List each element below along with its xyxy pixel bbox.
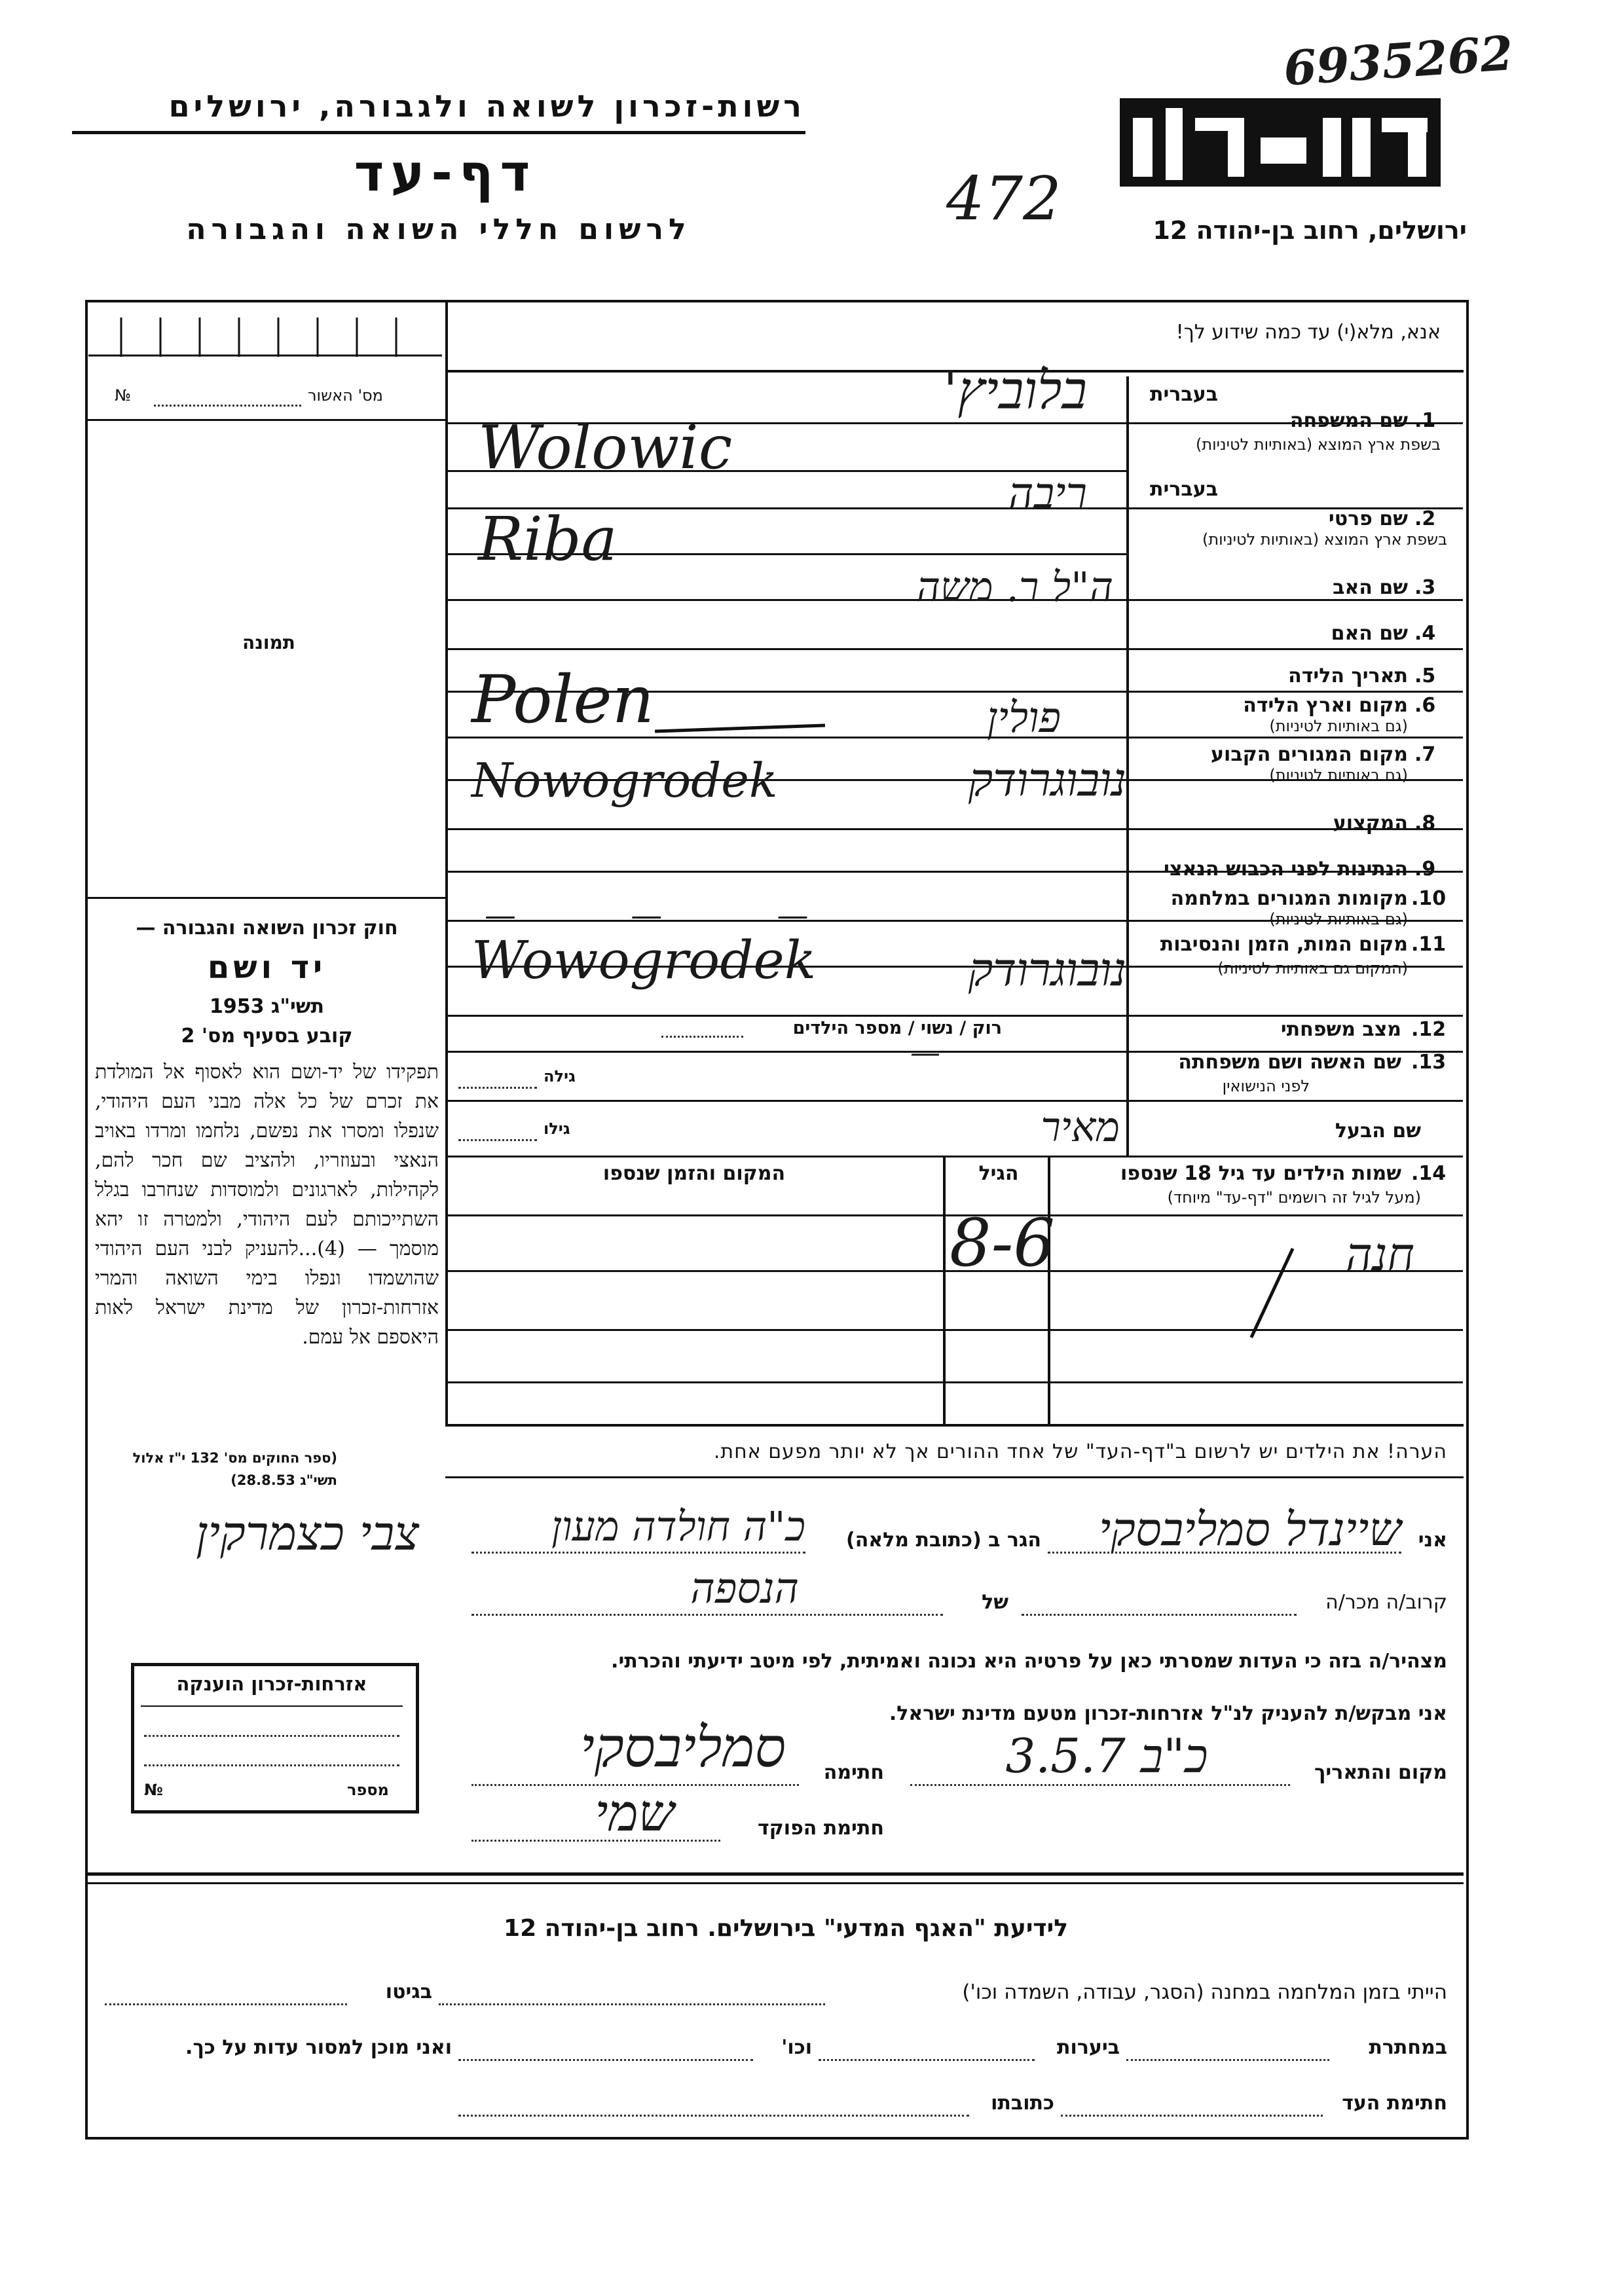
decl-signature-label: חתימה — [823, 1761, 884, 1784]
footer-address-label: כתובתו — [991, 2092, 1054, 2115]
memorial-box-no: № — [144, 1781, 163, 1799]
footer-camp-field[interactable] — [439, 2003, 825, 2005]
label-column-divider — [1126, 376, 1129, 1156]
address: ירושלים, רחוב בן-יהודה 12 — [1153, 216, 1467, 245]
law-body: תפקידו של יד-ושם הוא לאסוף אל המולדת את זכרם של כל אלה מבני העם היהודי, שנפלו ומסרו את נפשם, נלחמו ומרדו באויב הנאצי ובעוזריו, ולהציב שם חכר להם, לקהילות, לארגונים ולמוסדות שנחרבו בגלל השתייכותם לעם היהודי, ולמטרה זו יהא מוסמך — (4)...להעניק לבני העם היהודי שהושמדו ונפלו בימי השואה והמרי אזרחות-זכרון של מדינת ישראל לאות היאספם אל עמם. — [95, 1061, 439, 1349]
field-12-children-count[interactable] — [661, 1036, 743, 1038]
field-10-number: 10. — [1411, 887, 1447, 910]
field-12-value[interactable]: — — [910, 1034, 940, 1070]
field-2-sub: בשפת ארץ המוצא (באותיות לטיניות) — [1202, 530, 1447, 549]
field-4-number: 4. — [1414, 622, 1436, 645]
footer-underground-label: במחתרת — [1369, 2036, 1447, 2059]
decl-of-field[interactable] — [471, 1614, 943, 1616]
husband-value[interactable]: מאיר — [1041, 1103, 1120, 1151]
field-1-latin-value[interactable]: Wolowic — [478, 412, 733, 483]
decl-request: אני מבקש/ת להעניק לנ"ל אזרחות-זכרון מטעם מדינת ישראל. — [889, 1702, 1447, 1725]
field-14-label: שמות הילדים עד גיל 18 שנספו — [1120, 1162, 1401, 1185]
field-8-number: 8. — [1414, 812, 1436, 835]
children-row-line — [448, 1329, 1463, 1331]
footer-ghetto-field[interactable] — [105, 2003, 347, 2005]
note-text: הערה! את הילדים יש לרשום ב"דף-העד" של אחד ההורים אך לא יותר מפעם אחת. — [713, 1440, 1447, 1463]
husband-age-field[interactable] — [458, 1139, 537, 1141]
decl-place-date-value[interactable]: כ"ב 3.5.7 — [1005, 1728, 1208, 1783]
field-10-label: מקומות המגורים במלחמה — [1170, 887, 1408, 910]
field-1-hebrew-value[interactable]: בלוביץ' — [943, 360, 1087, 421]
field-13-number: 13. — [1411, 1051, 1447, 1074]
memorial-box-title: אזרחות-זכרון הוענקה — [176, 1673, 367, 1695]
field-12-options: רוק / נשוי / מספר הילדים — [792, 1018, 1002, 1038]
field-6-hebrew-value[interactable]: פולין — [987, 694, 1061, 742]
field-6-label: מקום וארץ הלידה — [1243, 694, 1408, 717]
children-row-line — [448, 1381, 1463, 1383]
husband-age-label: גילו — [544, 1120, 570, 1138]
field-7-label: מקום המגורים הקבוע — [1211, 743, 1408, 766]
field-13-age-label: גילה — [544, 1067, 576, 1085]
law-year: תשי"ג 1953 — [209, 995, 325, 1018]
field-3-value[interactable]: ה"ל ר. משה — [916, 563, 1113, 611]
footer-divider — [85, 1872, 1464, 1876]
yad-vashem-logo — [1120, 98, 1441, 187]
row-line — [448, 1100, 1463, 1102]
row-line — [448, 1015, 1463, 1017]
field-2-hebrew-value[interactable]: ריבה — [1008, 468, 1087, 519]
field-7-number: 7. — [1414, 743, 1436, 766]
field-6-number: 6. — [1414, 694, 1436, 717]
footer-underground-field[interactable] — [1126, 2059, 1329, 2061]
cert-tick-marks — [88, 318, 442, 357]
field-10-value[interactable]: — — — — [485, 897, 861, 934]
photo-bottom-divider — [85, 897, 445, 899]
field-5-number: 5. — [1414, 665, 1436, 687]
cert-number-field[interactable] — [154, 405, 301, 407]
law-source: (ספר החוקים מס' 132 י"ז אלול תשי"ג 28.8.53) — [132, 1450, 337, 1488]
child-name-value[interactable]: חנה — [1345, 1228, 1414, 1281]
field-6-sub: (גם באותיות לטיניות) — [1269, 717, 1408, 735]
field-5-label: תאריך הלידה — [1288, 665, 1408, 687]
photo-label: תמונה — [242, 632, 295, 653]
footer-willing-text: ואני מוכן למסור עדות על כך. — [185, 2036, 452, 2059]
field-2-label: שם פרטי — [1328, 507, 1408, 530]
memorial-box-number-label: מספר — [347, 1781, 389, 1799]
intro-text: אנא, מלא(י) עד כמה שידוע לך! — [1175, 321, 1441, 344]
handwritten-record-number: 6935262 — [1282, 24, 1515, 97]
field-11-sub: (המקום גם באותיות לטיניות) — [1217, 959, 1408, 977]
field-3-number: 3. — [1414, 576, 1436, 599]
footer-forests-label: ביערות — [1057, 2036, 1120, 2059]
left-column-divider — [445, 300, 448, 1426]
decl-signature-value[interactable]: סמליבסקי — [580, 1715, 786, 1779]
field-11-label: מקום המות, הזמן והנסיבות — [1160, 933, 1408, 956]
decl-resident-label: הגר ב (כתובת מלאה) — [845, 1529, 1041, 1552]
child-age-value[interactable]: 8-6 — [950, 1205, 1056, 1281]
table-bottom-line — [445, 1424, 1464, 1427]
footer-divider — [85, 1882, 1464, 1884]
field-13-label: שם האשה ושם משפחתה — [1178, 1051, 1401, 1074]
footer-line1-a: הייתי בזמן המלחמה במחנה (הסגר, עבודה, השמדה וכו') — [962, 1980, 1447, 2004]
children-age-header: הגיל — [978, 1162, 1019, 1185]
field-11-hebrew-value[interactable]: נובוגרודק — [968, 943, 1126, 996]
footer-etc-label: וכו' — [781, 2036, 812, 2059]
handwritten-code: 472 — [946, 164, 1061, 234]
field-8-label: המקצוע — [1333, 812, 1408, 835]
children-place-header: המקום והזמן שנספו — [602, 1162, 786, 1185]
footer-forests-field[interactable] — [819, 2059, 1035, 2061]
side-signature: צבי כצמרקין — [196, 1506, 419, 1561]
field-7-latin-value[interactable]: Nowogrodek — [471, 753, 778, 808]
law-heading: חוק זכרון השואה והגבורה — — [136, 917, 398, 939]
decl-of-label: של — [982, 1591, 1008, 1614]
footer-etc-field[interactable] — [458, 2059, 753, 2061]
field-1-hebrew-tag: בעברית — [1150, 383, 1218, 406]
footer-address-field[interactable] — [458, 2115, 969, 2117]
field-13-age-field[interactable] — [458, 1087, 537, 1089]
field-9-number: 9. — [1414, 858, 1436, 881]
decl-place-date-field[interactable] — [910, 1784, 1290, 1786]
note-divider — [445, 1476, 1464, 1478]
decl-official-value[interactable]: שמי — [595, 1784, 674, 1843]
field-2-hebrew-tag: בעברית — [1150, 478, 1218, 501]
decl-relative-field[interactable] — [1022, 1614, 1297, 1616]
footer-witness-sign-label: חתימת העד — [1342, 2092, 1447, 2115]
form-title: דף-עד — [354, 144, 537, 203]
field-12-label: מצב משפחתי — [1280, 1018, 1401, 1041]
field-1-label: שם המשפחה — [1289, 409, 1408, 432]
field-2-latin-value[interactable]: Riba — [478, 504, 618, 574]
field-13-sub: לפני הנישואין — [1222, 1077, 1310, 1095]
footer-ghetto-label: בגיטו — [385, 1980, 432, 2003]
law-clause: קובע בסעיף מס' 2 — [181, 1025, 353, 1048]
decl-resident-field[interactable] — [471, 1552, 805, 1554]
memorial-box-dots — [144, 1764, 399, 1766]
cert-row-divider — [85, 419, 445, 421]
field-9-label: הנתינות לפני הכבוש הנאצי — [1164, 858, 1408, 881]
decl-i-label: אני — [1418, 1529, 1447, 1552]
decl-resident-value[interactable]: כ"ה חולדה מעון — [551, 1503, 805, 1550]
decl-statement: מצהיר/ה בזה כי העדות שמסרתי כאן על פרטיה היא נכונה ואמיתית, לפי מיטב ידיעתי והכרתי. — [611, 1650, 1447, 1673]
row-line — [448, 1156, 1463, 1157]
field-1-sub: בשפת ארץ המוצא (באותיות לטיניות) — [1196, 435, 1441, 454]
row-line — [448, 648, 1463, 650]
field-14-number: 14. — [1411, 1162, 1447, 1185]
cert-number-label: מס' האשור — [308, 386, 383, 405]
footer-witness-sign-field[interactable] — [1061, 2115, 1323, 2117]
field-4-label: שם האם — [1331, 622, 1408, 645]
field-10-sub: (גם באותיות לטיניות) — [1269, 910, 1408, 928]
decl-i-value[interactable]: שיינדל סמליבסקי — [1099, 1503, 1401, 1556]
field-6-latin-value[interactable]: Polen — [471, 661, 655, 738]
decl-relative-label: קרוב/ה מכר/ה — [1325, 1591, 1447, 1614]
field-2-number: 2. — [1414, 507, 1436, 530]
field-11-latin-value[interactable]: Wowogrodek — [471, 930, 817, 991]
children-col-divider — [943, 1156, 946, 1424]
organization-underline — [72, 131, 805, 134]
field-11-number: 11. — [1411, 933, 1447, 956]
cert-number-sign: № — [115, 386, 131, 405]
children-col-divider — [1048, 1156, 1050, 1424]
form-subtitle: לרשום חללי השואה והגבורה — [186, 213, 692, 246]
field-7-sub: (גם באותיות לטיניות) — [1269, 766, 1408, 784]
memorial-box-dots — [144, 1735, 399, 1737]
field-14-sub: (מעל לגיל זה רושמים "דף-עד" מיוחד) — [1167, 1188, 1421, 1207]
field-3-label: שם האב — [1333, 576, 1408, 599]
decl-of-value[interactable]: הנספה — [690, 1565, 799, 1613]
law-name: יד ושם — [207, 949, 327, 986]
decl-place-date-label: מקום והתאריך — [1314, 1761, 1447, 1784]
footer-title: לידיעת "האגף המדעי" בירושלים. רחוב בן-יהודה 12 — [504, 1915, 1068, 1942]
organization-line: רשות-זכרון לשואה ולגבורה, ירושלים — [168, 88, 805, 124]
decl-official-label: חתימת הפוקד — [758, 1817, 884, 1840]
field-1-number: 1. — [1414, 409, 1436, 432]
field-7-hebrew-value[interactable]: נובוגרודק — [968, 753, 1126, 807]
husband-label: שם הבעל — [1335, 1120, 1421, 1142]
field-12-number: 12. — [1411, 1018, 1447, 1041]
memorial-box-line — [141, 1705, 403, 1707]
